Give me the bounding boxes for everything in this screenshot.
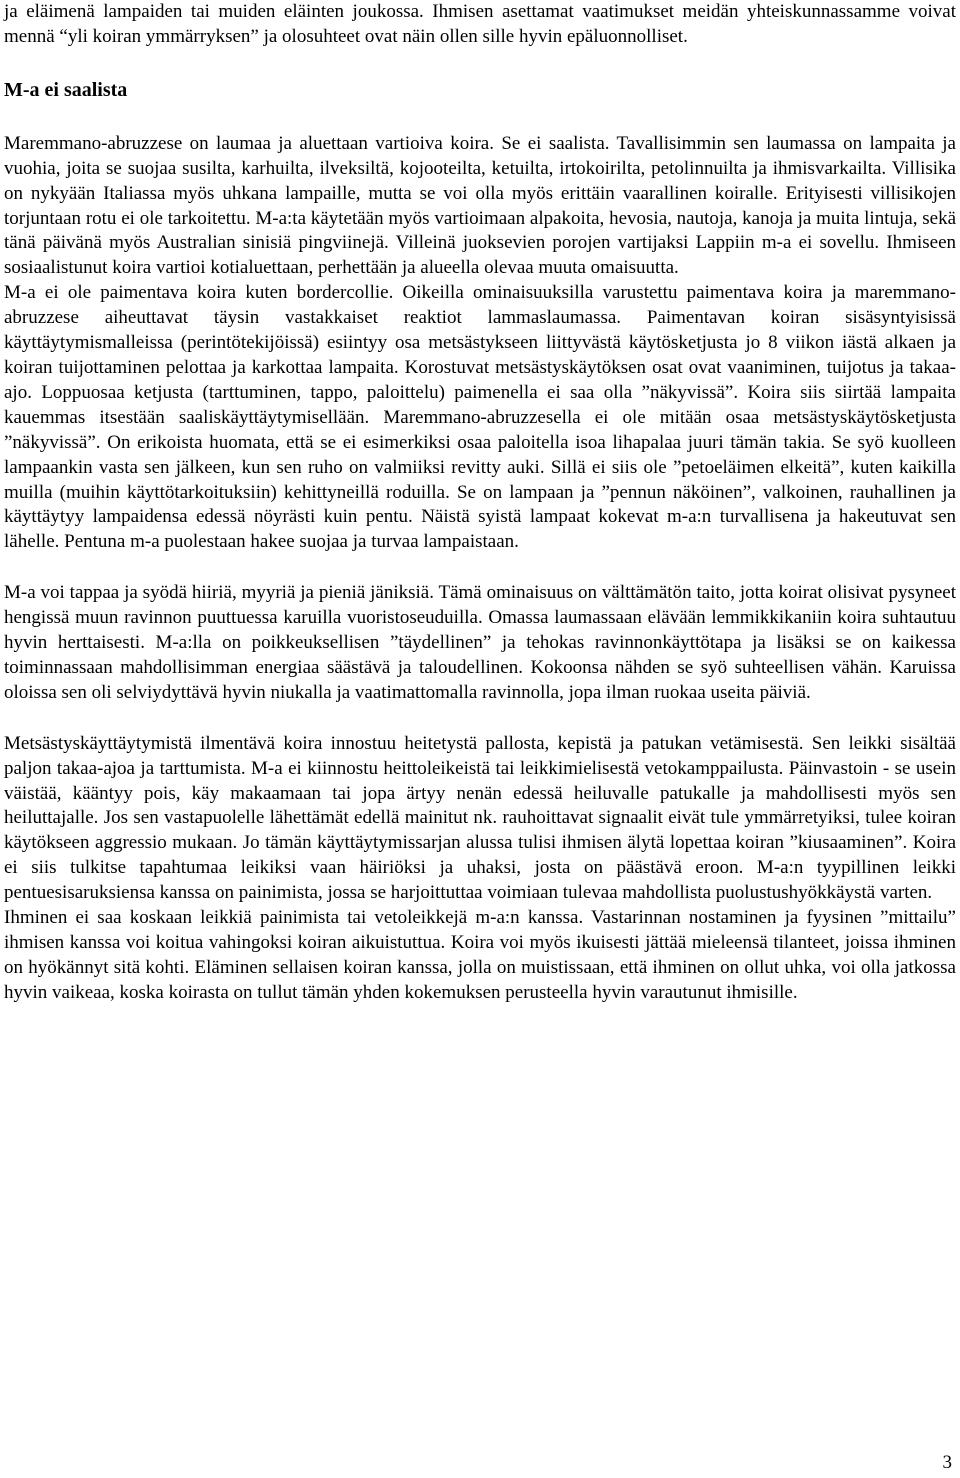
body-paragraph-1: Maremmano-abruzzese on laumaa ja aluettaan vartioiva koira. Se ei saalista. Tavallisimmin sen laumassa on lampaita ja vuohia, joita se suojaa susilta, karhuilta, ilveksiltä, kojooteilta, ketuilta, irtokoirilta, petolinnuilta ja ihmisvarkailta. Villisika on nykyään Italiassa myös uhkana lampaille, mutta se voi olla myös erittäin vaarallinen koiralle. Erityisesti villisikojen torjuntaan rotu ei ole tarkoitettu. M-a:ta käytetään myös vartioimaan alpakoita, hevosia, nautoja, kanoja ja muita lintuja, sekä tänä päivänä myös Australian sinisiä pingviinejä. Villeinä juoksevien porojen vartijaksi Lappiin m-a ei sovellu. Ihmiseen sosiaalistunut koira vartioi kotialuettaan, perhettään ja alueella olevaa muuta omaisuutta.: [4, 132, 956, 279]
body-paragraph-5: Ihminen ei saa koskaan leikkiä painimista tai vetoleikkejä m-a:n kanssa. Vastarinnan nostaminen ja fyysinen ”mittailu” ihmisen kanssa voi koitua vahingoksi koiran aikuistuttua. Koira voi myös ikuisesti jättää mieleensä tilanteet, joissa ihminen on hyökännyt sitä kohti. Eläminen sellaisen koiran kanssa, jolla on muistissaan, että ihminen on ollut uhka, voi olla jatkossa hyvin vaikeaa, koska koirasta on tullut tämän yhden kokemuksen perusteella hyvin varautunut ihmisille.: [4, 907, 956, 1003]
body-paragraph-2: M-a ei ole paimentava koira kuten bordercollie. Oikeilla ominaisuuksilla varustettu paimentava koira ja maremmano-abruzzese aiheuttavat täysin vastakkaiset reaktiot lammaslaumassa. Paimentavan koiran sisäsyntyisissä käyttäytymismalleissa (perintötekijöissä) esiintyy osa metsästykseen liittyvästä käytösketjusta jo 8 viikon iästä alkaen ja koiran tuijottaminen pelottaa ja karkottaa lampaita. Korostuvat metsästyskäytöksen osat ovat vaaniminen, tuijotus ja takaa-ajo. Loppuosaa ketjusta (tarttuminen, tappo, paloittelu) paimenella ei saa olla ”näkyvissä”. Koira siis siirtää lampaita kauemmas itsestään saaliskäyttäytymisellään. Maremmano-abruzzesella ei ole mitään osaa metsästyskäytösketjusta ”näkyvissä”. On erikoista huomata, että se ei esimerkiksi osaa paloitella isoa lihapalaa juuri tämän takia. Se syö kuolleen lampaankin vasta sen jälkeen, kun sen ruho on valmiiksi revitty auki. Sillä ei siis ole ”petoeläimen elkeitä”, kuten kaikilla muilla (muihin käyttötarkoituksiin) kehittyneillä roduilla. Se on lampaan ja ”pennun näköinen”, valkoinen, rauhallinen ja käyttäytyy lampaidensa edessä nöyrästi kuin pentu. Näistä syistä lampaat kokevat m-a:n turvallisena ja hakeutuvat sen lähelle. Pentuna m-a puolestaan hakee suojaa ja turvaa lampaistaan.: [4, 282, 956, 553]
document-page: [4, 0, 956, 1006]
body-paragraph-3: M-a voi tappaa ja syödä hiiriä, myyriä ja pieniä jäniksiä. Tämä ominaisuus on välttämätön taito, jotta koirat olisivat pysyneet hengissä muun ravinnon puuttuessa karuilla vuoristoseuduilla. Omassa laumassaan elävään lemmikkikaniin koira suhtautuu hyvin herttaisesti. M-a:lla on poikkeuksellisen ”täydellinen” ja tehokas ravinnonkäyttötapa ja lisäksi se on kaikessa toiminnassaan mahdollisimman energiaa säästävä ja taloudellinen. Kokoonsa nähden se syö suhteellisen vähän. Karuissa oloissa sen oli selviydyttävä hyvin niukalla ja vaatimattomalla ravinnolla, jopa ilman ruokaa useita päiviä.: [4, 582, 956, 703]
body-paragraph-4: Metsästyskäyttäytymistä ilmentävä koira innostuu heitetystä pallosta, kepistä ja patukan vetämisestä. Sen leikki sisältää paljon takaa-ajoa ja tarttumista. M-a ei kiinnostu heittoleikeistä tai leikkimielisestä vetokamppailusta. Päinvastoin - se usein väistää, kääntyy pois, käy makaamaan tai jopa ärtyy nenän edessä heiluvalle patukalle ja mahdollisesti myös sen heiluttajalle. Jos sen vastapuolelle lähettämät edellä mainitut nk. rauhoittavat signaalit eivät tule ymmärretyiksi, tulee koiran käytökseen aggressio mukaan. Jo tämän käyttäytymissarjan alussa tulisi ihmisen älytä lopettaa koiran ”kiusaaminen”. Koira ei siis tulkitse tapahtumaa leikiksi vaan häiriöksi ja uhaksi, josta on päästävä eroon. M-a:n tyypillinen leikki pentuesisaruksiensa kanssa on painimista, jossa se harjoittuttaa voimiaan tulevaa mahdollista puolustushyökkäystä varten.: [4, 732, 956, 904]
intro-paragraph: ja eläimenä lampaiden tai muiden eläinten joukossa. Ihmisen asettamat vaatimukset meidän yhteiskunnassamme voivat mennä “yli koiran ymmärryksen” ja olosuhteet ovat näin ollen sille hyvin epäluonnolliset.: [4, 1, 956, 47]
page-number: 3: [942, 1452, 952, 1473]
section-heading: M-a ei saalista: [4, 78, 128, 101]
